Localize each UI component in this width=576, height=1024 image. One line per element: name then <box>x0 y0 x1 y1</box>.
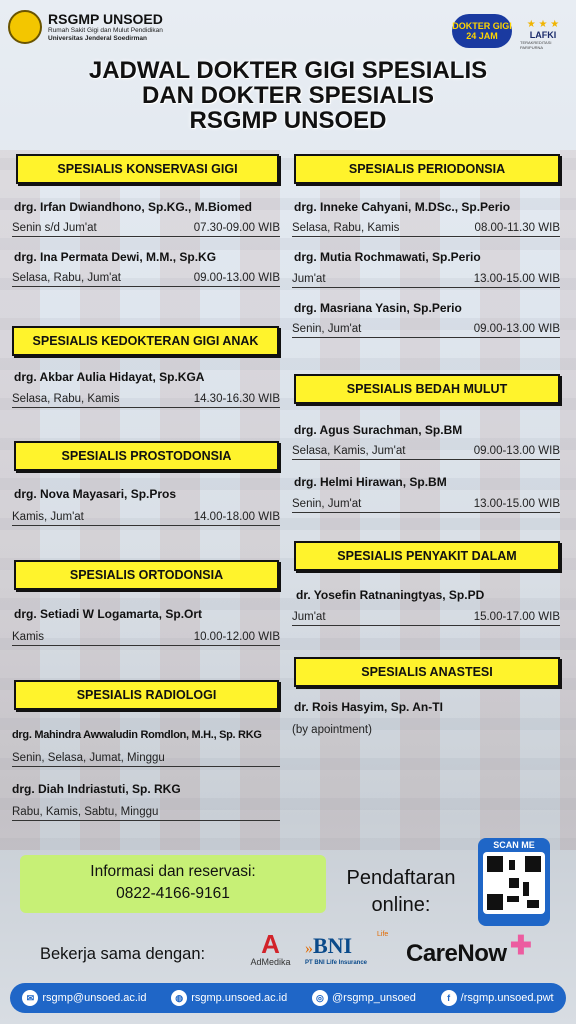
lafki-subtitle: TERAKREDITASI PARIPURNA <box>520 40 552 50</box>
bni-life-text: Life <box>377 931 389 938</box>
pendaftaran-line-2: online: <box>371 894 431 916</box>
schedule-time: 08.00-11.30 WIB <box>474 222 560 234</box>
schedule-days: Jum'at <box>292 273 326 285</box>
doctor-name: drg. Akbar Aulia Hidayat, Sp.KGA <box>14 370 205 384</box>
lafki-logo <box>520 12 566 50</box>
qr-code-icon[interactable] <box>483 852 545 914</box>
schedule-row <box>12 272 280 287</box>
info-label: Informasi dan reservasi: <box>90 863 256 880</box>
bni-subtitle: PT BNI Life Insurance <box>305 960 368 966</box>
schedule-time: 09.00-13.00 WIB <box>473 445 560 457</box>
section-kedokteran-gigi-anak: SPESIALIS KEDOKTERAN GIGI ANAK <box>12 326 279 356</box>
website-text: rsgmp.unsoed.ac.id <box>191 992 288 1004</box>
footer-website[interactable] <box>171 990 287 1006</box>
schedule-row <box>12 752 280 767</box>
schedule-row <box>292 498 560 513</box>
schedule-days: Selasa, Kamis, Jum'at <box>292 445 406 457</box>
lafki-text: LAFKI <box>529 30 557 40</box>
schedule-time: 09.00-13.00 WIB <box>193 272 280 284</box>
globe-icon: ◍ <box>171 990 187 1006</box>
scan-me-label: SCAN ME <box>493 840 535 850</box>
instagram-icon: ◎ <box>312 990 328 1006</box>
partners-label: Bekerja sama dengan: <box>40 945 206 963</box>
schedule-days: Jum'at <box>292 611 326 623</box>
schedule-row <box>12 222 280 237</box>
doctor-name: dr. Yosefin Ratnaningtyas, Sp.PD <box>296 588 485 602</box>
section-prostodonsia: SPESIALIS PROSTODONSIA <box>14 441 279 471</box>
doctor-name: drg. Diah Indriastuti, Sp. RKG <box>12 782 181 796</box>
footer-email[interactable] <box>22 990 146 1006</box>
doctor-name: dr. Rois Hasyim, Sp. An-TI <box>294 700 443 714</box>
title-line-3: RSGMP UNSOED <box>189 107 387 134</box>
schedule-row <box>12 511 280 526</box>
admedika-logo <box>243 931 298 967</box>
admedika-a-icon: A <box>261 929 280 959</box>
schedule-row <box>12 631 280 646</box>
schedule-time: 14.00-18.00 WIB <box>193 511 280 523</box>
schedule-days: Senin, Selasa, Jumat, Minggu <box>12 752 165 764</box>
facebook-text: /rsgmp.unsoed.pwt <box>460 992 554 1004</box>
schedule-time: 15.00-17.00 WIB <box>473 611 560 623</box>
doctor-name: drg. Nova Mayasari, Sp.Pros <box>14 487 177 501</box>
schedule-days: Senin, Jum'at <box>292 498 362 510</box>
bni-text: BNI <box>313 933 353 958</box>
org-name: RSGMP UNSOED <box>48 10 163 27</box>
schedule-days: Kamis, Jum'at <box>12 511 84 523</box>
unsoed-seal-icon <box>8 10 42 44</box>
doctor-name: drg. Mahindra Awwaludin Romdlon, M.H., Sp. RKG <box>12 729 262 741</box>
doctor-name: drg. Ina Permata Dewi, M.M., Sp.KG <box>14 250 217 264</box>
contact-footer <box>10 983 566 1013</box>
facebook-icon: f <box>441 990 457 1006</box>
pendaftaran-line-1: Pendaftaran <box>346 867 456 889</box>
schedule-days: Senin, Jum'at <box>292 323 362 335</box>
info-reservasi-box <box>20 855 326 913</box>
section-konservasi-gigi: SPESIALIS KONSERVASI GIGI <box>16 154 279 184</box>
doctor-name: drg. Helmi Hirawan, Sp.BM <box>294 475 447 489</box>
schedule-days: Selasa, Rabu, Jum'at <box>12 272 121 284</box>
schedule-time: 14.30-16.30 WIB <box>193 393 280 405</box>
doctor-name: drg. Irfan Dwiandhono, Sp.KG., M.Biomed <box>14 200 252 214</box>
partners-row <box>40 929 560 980</box>
footer-instagram[interactable] <box>312 990 416 1006</box>
org-logo <box>8 10 163 44</box>
schedule-row <box>292 273 560 288</box>
schedule-days: Kamis <box>12 631 44 643</box>
schedule-time: 07.30-09.00 WIB <box>193 222 280 234</box>
schedule-time: 13.00-15.00 WIB <box>473 273 560 285</box>
schedule-row <box>292 724 560 738</box>
org-subtitle: Rumah Sakit Gigi dan Mulut Pendidikan <box>48 26 163 34</box>
mail-icon: ✉ <box>22 990 38 1006</box>
email-text: rsgmp@unsoed.ac.id <box>42 992 147 1004</box>
schedule-time: 13.00-15.00 WIB <box>473 498 560 510</box>
header-badges <box>452 12 566 50</box>
bni-mark-icon: » <box>305 940 313 957</box>
schedule-row <box>292 222 560 237</box>
section-penyakit-dalam: SPESIALIS PENYAKIT DALAM <box>294 541 560 571</box>
qr-scan-box[interactable] <box>478 838 550 926</box>
schedule-row <box>12 393 280 408</box>
bni-life-logo <box>305 931 395 966</box>
section-anastesi: SPESIALIS ANASTESI <box>294 657 560 687</box>
doctor-name: drg. Agus Surachman, Sp.BM <box>294 423 463 437</box>
section-radiologi: SPESIALIS RADIOLOGI <box>14 680 279 710</box>
schedule-days: Selasa, Rabu, Kamis <box>12 393 120 405</box>
footer-facebook[interactable] <box>441 990 554 1006</box>
section-bedah-mulut: SPESIALIS BEDAH MULUT <box>294 374 560 404</box>
schedule-days: Rabu, Kamis, Sabtu, Minggu <box>12 806 159 818</box>
title-line-2: DAN DOKTER SPESIALIS <box>141 82 435 109</box>
doctor-name: drg. Masriana Yasin, Sp.Perio <box>294 301 462 315</box>
schedule-row <box>292 611 560 626</box>
dokter-gigi-24-badge: DOKTER GIGI 24 JAM <box>452 14 512 48</box>
section-ortodonsia: SPESIALIS ORTODONSIA <box>14 560 279 590</box>
schedule-row <box>292 323 560 338</box>
schedule-days: Selasa, Rabu, Kamis <box>292 222 400 234</box>
page-title <box>0 58 576 133</box>
schedule-row <box>292 445 560 460</box>
schedule-time: 09.00-13.00 WIB <box>473 323 560 335</box>
doctor-name: drg. Setiadi W Logamarta, Sp.Ort <box>14 607 203 621</box>
carenow-logo: CareNow <box>406 940 507 967</box>
section-periodonsia: SPESIALIS PERIODONSIA <box>294 154 560 184</box>
schedule-days: (by apointment) <box>292 724 372 736</box>
admedika-text: AdMedika <box>250 957 291 967</box>
phone-number[interactable]: 0822-4166-9161 <box>116 885 230 902</box>
doctor-name: drg. Mutia Rochmawati, Sp.Perio <box>294 250 481 264</box>
org-university: Universitas Jenderal Soedirman <box>48 34 147 42</box>
pendaftaran-online-label <box>336 865 466 919</box>
carenow-plus-icon: ✚ <box>510 930 532 960</box>
schedule-row <box>12 806 280 821</box>
instagram-text: @rsgmp_unsoed <box>331 992 416 1004</box>
schedule-days: Senin s/d Jum'at <box>12 222 97 234</box>
lafki-stars-icon: ★ ★ ★ <box>526 19 560 30</box>
title-line-1: JADWAL DOKTER GIGI SPESIALIS <box>88 57 488 84</box>
schedule-time: 10.00-12.00 WIB <box>193 631 280 643</box>
doctor-name: drg. Inneke Cahyani, M.DSc., Sp.Perio <box>294 200 511 214</box>
